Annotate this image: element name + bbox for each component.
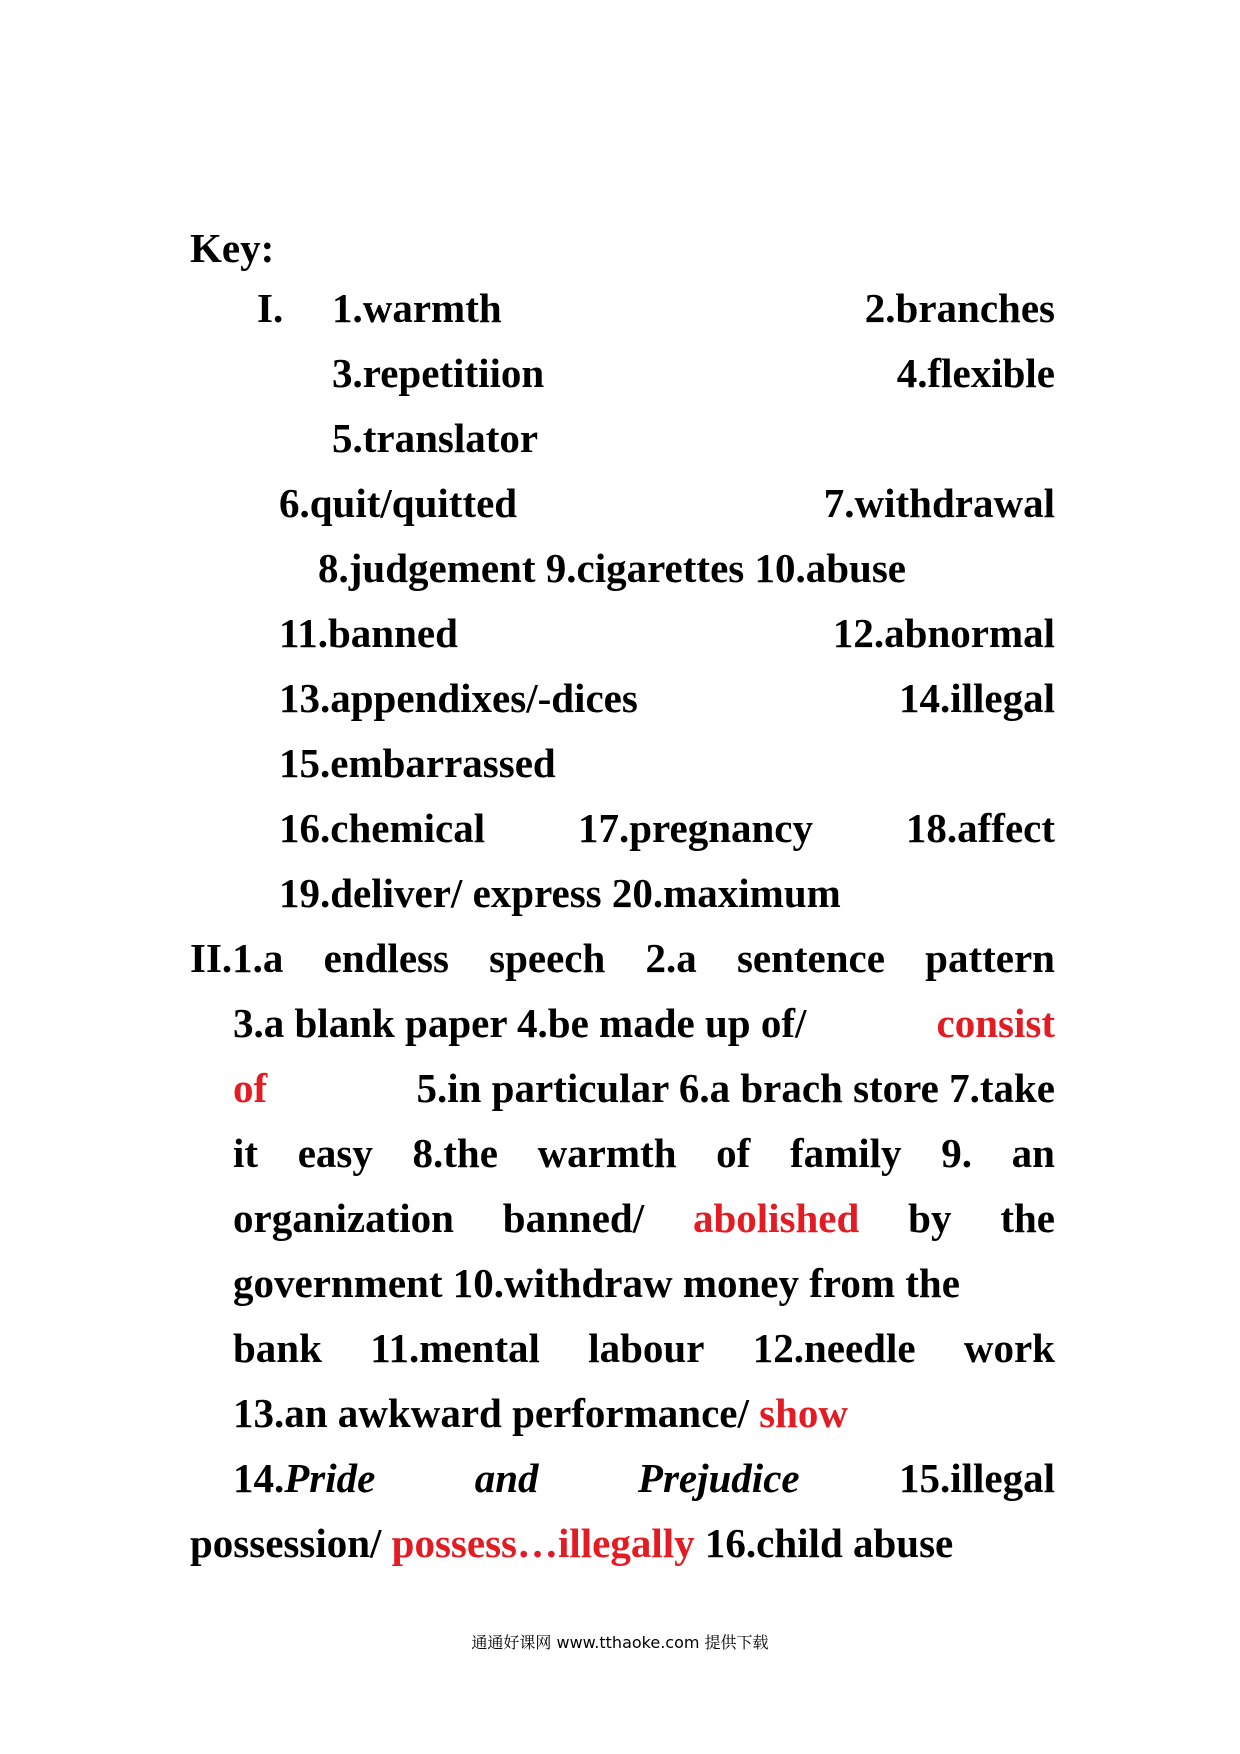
section1-line1 xyxy=(190,282,1055,334)
phrase-word: sentence xyxy=(736,935,885,981)
title-word: and xyxy=(474,1455,539,1501)
section2-line2 xyxy=(233,997,1055,1049)
phrase-word: 9. xyxy=(941,1130,972,1176)
page-footer xyxy=(0,1630,1240,1653)
answer-3: 3.repetitiion xyxy=(332,350,545,396)
phrase-word: II.1.a xyxy=(190,935,284,981)
answer-5: 5.translator xyxy=(332,415,539,461)
section1-line3 xyxy=(190,412,1055,464)
answer-12: 12.abnormal xyxy=(832,610,1055,656)
phrase-word: banned/ xyxy=(502,1195,645,1241)
answer-7: 7.withdrawal xyxy=(823,480,1055,526)
section1-line8 xyxy=(190,737,1055,789)
section1-line10 xyxy=(190,867,1055,919)
alternate-answer: possess…illegally xyxy=(391,1520,695,1566)
phrase-word: of xyxy=(716,1130,751,1176)
section2-line3 xyxy=(233,1062,1055,1114)
answer-2: 2.branches xyxy=(864,285,1055,331)
phrase-text: government 10.withdraw money from the xyxy=(233,1260,960,1306)
phrase-word: organization xyxy=(233,1195,454,1241)
phrase-word: easy xyxy=(297,1130,373,1176)
key-label: Key: xyxy=(190,225,275,271)
phrase-word: by xyxy=(908,1195,952,1241)
section1-line9 xyxy=(279,802,1055,854)
phrase-word: endless xyxy=(323,935,449,981)
answer-4: 4.flexible xyxy=(896,350,1055,396)
book-title-start xyxy=(233,1452,375,1504)
section2-line1 xyxy=(190,932,1055,984)
phrase-word: it xyxy=(233,1130,259,1176)
section2-line7 xyxy=(233,1322,1055,1374)
phrase-text: possession/ xyxy=(190,1520,382,1566)
answers-8-10: 8.judgement 9.cigarettes 10.abuse xyxy=(318,545,906,591)
answer-16: 16.chemical xyxy=(279,805,486,851)
footer-text: 通通好课网 www.tthaoke.com 提供下载 xyxy=(471,1633,769,1652)
phrase-word: warmth xyxy=(537,1130,677,1176)
section1-line4 xyxy=(190,477,1055,529)
phrase-word: 11.mental xyxy=(370,1325,540,1371)
answer-1: 1.warmth xyxy=(332,285,502,331)
phrase-word: speech xyxy=(489,935,606,981)
phrase-text: 16.child abuse xyxy=(704,1520,954,1566)
section1-line2 xyxy=(190,347,1055,399)
section1-line5 xyxy=(190,542,1055,594)
phrase-word: labour xyxy=(588,1325,705,1371)
phrase-text: 3.a blank paper 4.be made up of/ xyxy=(233,1000,807,1046)
phrase-word: family xyxy=(789,1130,902,1176)
title-word: Pride xyxy=(284,1455,376,1501)
title-word: Prejudice xyxy=(637,1455,800,1501)
answer-15: 15.embarrassed xyxy=(279,740,556,786)
section1-numeral: I. xyxy=(257,285,284,331)
answer-14: 14.illegal xyxy=(898,675,1055,721)
answers-19-20: 19.deliver/ express 20.maximum xyxy=(279,870,841,916)
alternate-answer: abolished xyxy=(692,1195,860,1241)
phrase-word: 15.illegal xyxy=(898,1455,1055,1501)
answer-11: 11.banned xyxy=(279,610,458,656)
answer-13: 13.appendixes/-dices xyxy=(279,675,638,721)
phrase-word: the xyxy=(1000,1195,1055,1241)
section1-line6 xyxy=(190,607,1055,659)
phrase-word: 8.the xyxy=(412,1130,498,1176)
phrase-text: 13.an awkward performance/ xyxy=(233,1390,749,1436)
item-number: 14. xyxy=(233,1455,285,1501)
phrase-word: 12.needle xyxy=(752,1325,916,1371)
section2-line9 xyxy=(233,1452,1055,1504)
answer-18: 18.affect xyxy=(905,805,1055,851)
alternate-answer: show xyxy=(759,1390,848,1436)
key-heading xyxy=(190,222,1055,274)
phrase-word: 2.a xyxy=(645,935,697,981)
section2-line8 xyxy=(233,1387,1055,1439)
answer-6: 6.quit/quitted xyxy=(279,480,518,526)
section2-line4 xyxy=(233,1127,1055,1179)
phrase-word: an xyxy=(1011,1130,1055,1176)
alternate-answer: of xyxy=(233,1065,268,1111)
phrase-word: pattern xyxy=(925,935,1055,981)
section2-line5 xyxy=(233,1192,1055,1244)
section1-line7 xyxy=(190,672,1055,724)
phrase-text: 5.in particular 6.a brach store 7.take xyxy=(416,1065,1055,1111)
section2-line6 xyxy=(233,1257,1055,1309)
phrase-word: work xyxy=(963,1325,1055,1371)
alternate-answer: consist xyxy=(936,1000,1055,1046)
answer-17: 17.pregnancy xyxy=(577,805,813,851)
section2-line10 xyxy=(190,1517,1055,1569)
phrase-word: bank xyxy=(233,1325,322,1371)
